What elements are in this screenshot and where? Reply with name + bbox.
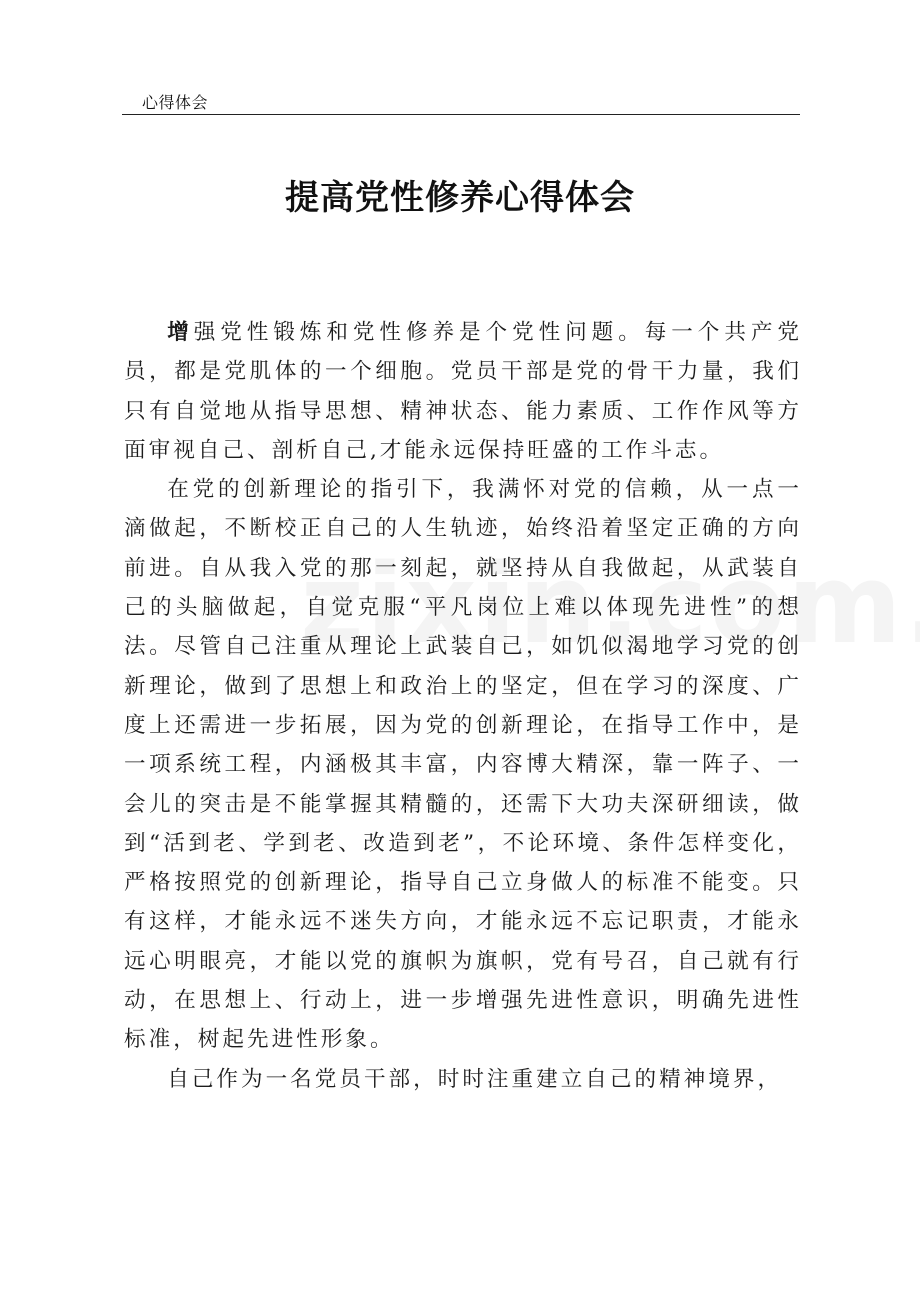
paragraph-3	[124, 1060, 802, 1099]
paragraph-lead-char: 增	[167, 320, 194, 345]
paragraph-1	[124, 313, 802, 470]
document-body	[124, 313, 802, 1099]
page-header	[122, 88, 800, 115]
paragraph-text: 强党性锻炼和党性修养是个党性问题。每一个共产党员，都是党肌体的一个细胞。党员干部是党的骨干力量，我们只有自觉地从指导思想、精神状态、能力素质、工作作风等方面审视自己、剖析自己,才能永远保持旺盛的工作斗志。	[124, 320, 802, 463]
header-label: 心得体会	[142, 93, 209, 112]
paragraph-text: 自己作为一名党员干部，时时注重建立自己的精神境界，	[167, 1066, 783, 1092]
paragraph-2	[124, 470, 802, 1059]
document-title: 提高党性修养心得体会	[285, 178, 635, 218]
paragraph-text: 在党的创新理论的指引下，我满怀对党的信赖，从一点一滴做起，不断校正自己的人生轨迹，始终沿着坚定正确的方向前进。自从我入党的那一刻起，就坚持从自我做起，从武装自己的头脑做起，自觉克服“平凡岗位上难以体现先进性”的想法。尽管自己注重从理论上武装自己，如饥似渴地学习党的创新理论，做到了思想上和政治上的坚定，但在学习的深度、广度上还需进一步拓展，因为党的创新理论，在指导工作中，是一项系统工程，内涵极其丰富，内容博大精深，靠一阵子、一会儿的突击是不能掌握其精髓的，还需下大功夫深研细读，做到“活到老、学到老、改造到老”，不论环境、条件怎样变化，严格按照党的创新理论，指导自己立身做人的标准不能变。只有这样，才能永远不迷失方向，才能永远不忘记职责，才能永远心明眼亮，才能以党的旗帜为旗帜，党有号召，自己就有行动，在思想上、行动上，进一步增强先进性意识，明确先进性标准，树起先进性形象。	[124, 477, 802, 1053]
